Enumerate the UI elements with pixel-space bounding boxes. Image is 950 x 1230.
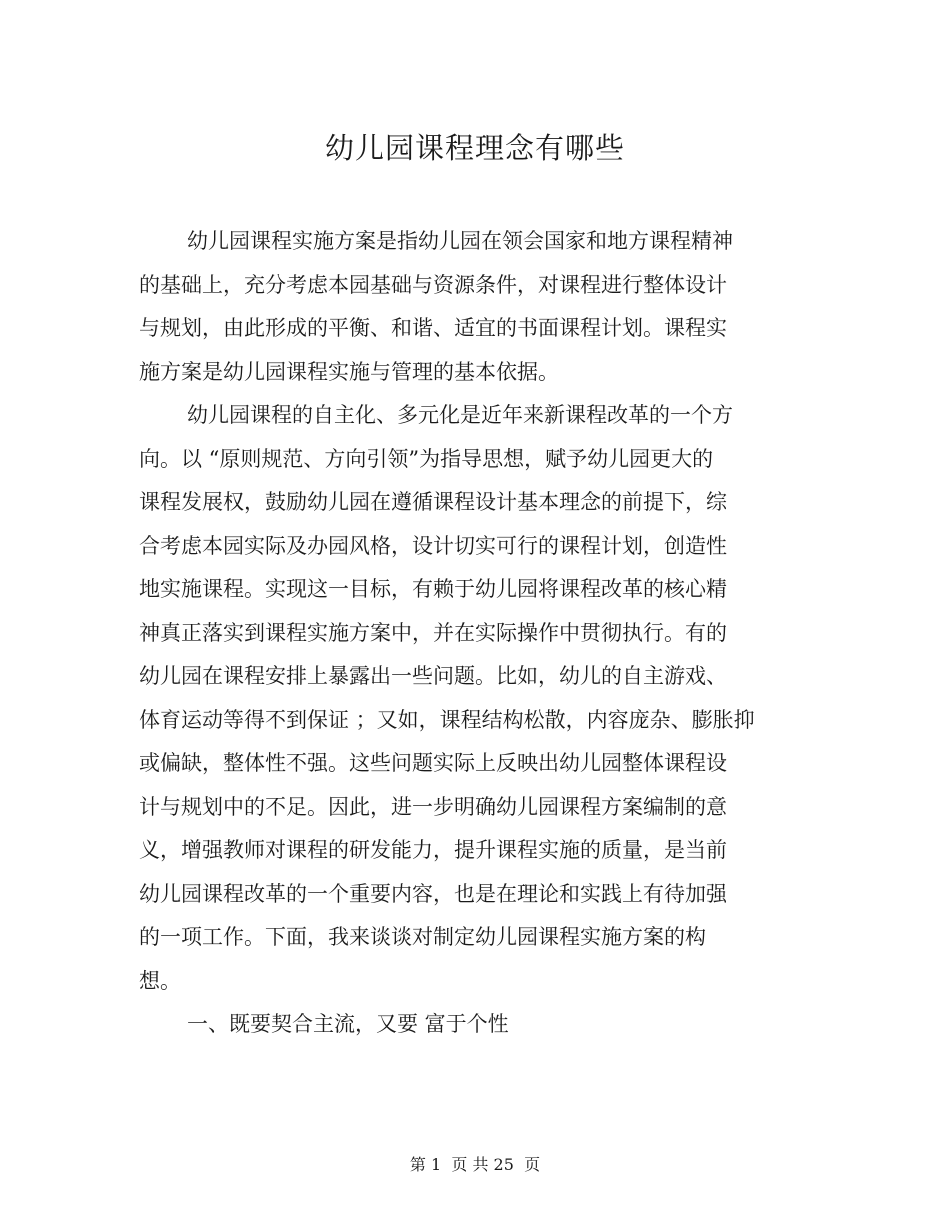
paragraph-line: 的基础上，充分考虑本园基础与资源条件，对课程进行整体设计 [139,272,727,297]
paragraph-line: 课程发展权，鼓励幼儿园在遵循课程设计基本理念的前提下，综 [139,490,727,514]
paragraph-line: 计与规划中的不足。因此，进一步明确幼儿园课程方案编制的意 [139,794,727,819]
paragraph-line: 幼儿园课程改革的一个重要内容，也是在理论和实践上有待加强 [139,881,727,906]
paragraph-line: 幼儿园课程实施方案是指幼儿园在领会国家和地方课程精神 [187,229,733,253]
page-footer: 第 1 页 共 25 页 [409,1155,541,1174]
paragraph-line: 义，增强教师对课程的研发能力，提升课程实施的质量，是当前 [139,838,727,862]
section-heading: 一、既要契合主流，又要 富于个性 [187,1012,509,1036]
paragraph-line: 施方案是幼儿园课程实施与管理的基本依据。 [139,359,559,384]
paragraph-line: 地实施课程。实现这一目标，有赖于幼儿园将课程改革的核心精 [139,577,727,601]
paragraph-line: 与规划，由此形成的平衡、和谐、适宜的书面课程计划。课程实 [139,316,727,340]
paragraph-line: 或偏缺，整体性不强。这些问题实际上反映出幼儿园整体课程设 [139,751,727,775]
document-title: 幼儿园课程理念有哪些 [324,131,625,165]
paragraph-line: 合考虑本园实际及办园风格，设计切实可行的课程计划，创造性 [139,533,727,558]
paragraph-line: 体育运动等得不到保证 ；又如，课程结构松散，内容庞杂、膨胀抑 [139,707,755,732]
paragraph-line: 幼儿园课程的自主化、多元化是近年来新课程改革的一个方 [187,403,733,427]
paragraph-line: 想。 [139,968,181,993]
paragraph-line: 幼儿园在课程安排上暴露出一些问题。比如，幼儿的自主游戏、 [139,664,727,688]
paragraph-line: 神真正落实到课程实施方案中，并在实际操作中贯彻执行。有的 [139,620,727,645]
paragraph-line: 向。以 “原则规范、方向引领”为指导思想，赋予幼儿园更大的 [139,446,714,471]
document-body [139,223,779,1050]
paragraph-line: 的一项工作。下面，我来谈谈对制定幼儿园课程实施方案的构 [139,925,706,949]
